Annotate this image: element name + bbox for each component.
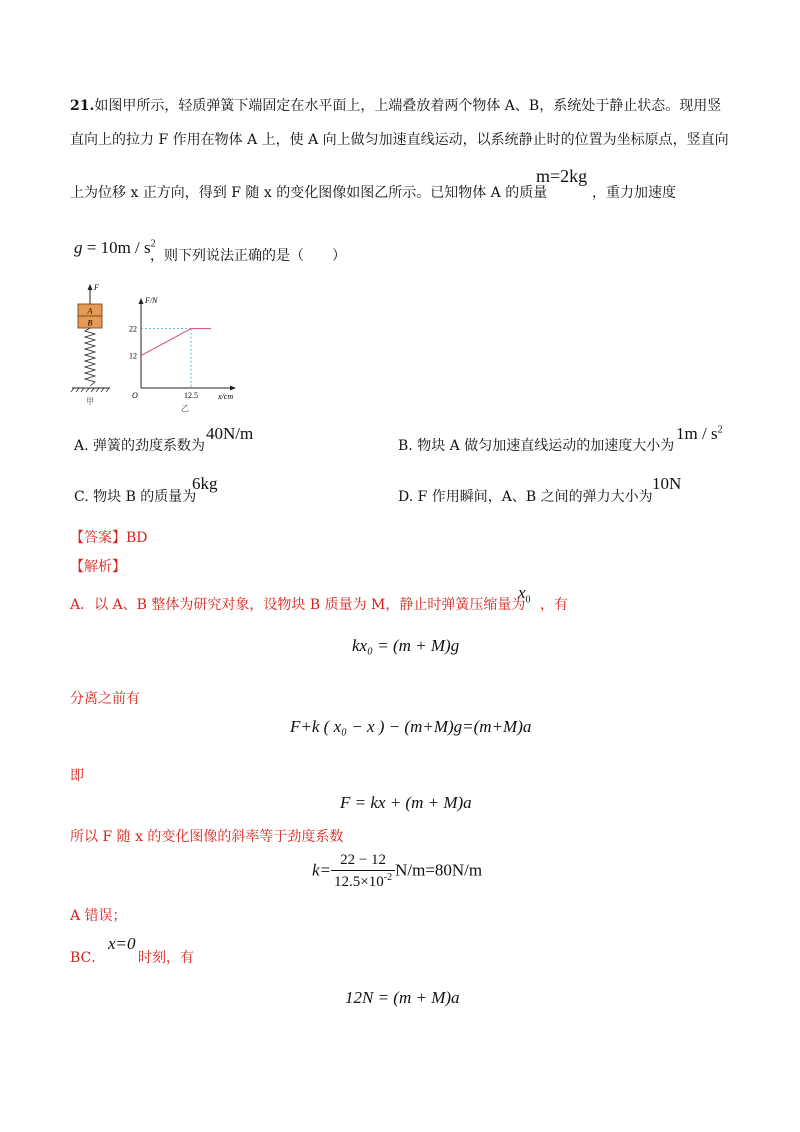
force-arrow-head xyxy=(88,284,93,290)
y-tick-22: 22 xyxy=(129,324,137,334)
f-x-line xyxy=(141,329,211,356)
option-a-value: 40N/m xyxy=(206,424,254,443)
bc-label: BC． xyxy=(70,950,106,966)
x-axis-arrow xyxy=(230,386,236,391)
x-axis-label: x/cm xyxy=(218,392,234,401)
option-b: B. 物块 A 做匀加速直线运动的加速度大小为 xyxy=(398,438,675,454)
slope-text: 所以 F 随 x 的变化图像的斜率等于劲度系数 xyxy=(70,829,344,845)
option-b-value: $1m / s^2$ xyxy=(676,424,723,443)
gravity-exponent: 2 xyxy=(150,238,156,250)
option-d-value: 10N xyxy=(652,474,682,493)
question-line-3: 上为位移 x 正方向，得到 F 随 x 的变化图像如图乙所示。已知物体 A 的质量 xyxy=(70,185,548,201)
bc-text: 时刻，有 xyxy=(138,950,194,966)
y-axis-label: F/N xyxy=(145,296,158,305)
block-b-label: B xyxy=(87,318,93,328)
question-line-4: ，则下列说法正确的是（ ） xyxy=(150,248,346,264)
equation-1: kx₀ = (m + M)g xyxy=(352,636,460,655)
equation-2: F+k ( x₀ − x ) − (m+M)g=(m+M)a xyxy=(290,717,532,736)
mass-expression: m=2kg xyxy=(536,166,588,186)
y-tick-12: 12 xyxy=(129,351,137,361)
x-tick-12-5: 12.5 xyxy=(184,391,198,400)
question-line-2: 直向上的拉力 F 作用在物体 A 上，使 A 向上做匀加速直线运动，以系统静止时的位置为坐标原点，竖直向 xyxy=(70,132,729,148)
equation-3: F = kx + (m + M)a xyxy=(340,793,472,812)
answer-label: 【答案】 xyxy=(70,530,126,546)
option-c-value: 6kg xyxy=(192,474,218,493)
gravity-expression: $g = 10m / s^2$ xyxy=(74,238,156,257)
x0-symbol: $x_0$ xyxy=(518,583,531,606)
question-number: 21. xyxy=(70,98,95,114)
ground-hatch xyxy=(71,388,109,392)
a-wrong-text: A 错误； xyxy=(70,908,127,924)
solution-a-intro-end: ，有 xyxy=(540,597,568,613)
figure-yi-caption: 乙 xyxy=(181,404,189,413)
question-line-1: 21.如图甲所示，轻质弹簧下端固定在水平面上，上端叠放着两个物体 A、B，系统处于静止状态。现用竖 xyxy=(70,98,722,114)
figure-yi xyxy=(120,290,250,415)
figure-jia xyxy=(60,280,120,410)
option-d: D. F 作用瞬间，A、B 之间的弹力大小为 xyxy=(398,489,653,505)
equation-4: k= $\frac{22 - 12}{12.5\times 10^{-2}}$ N/m=80N/m xyxy=(312,852,483,890)
bc-expression: x=0 xyxy=(108,934,136,953)
spring xyxy=(85,328,95,386)
before-separation-text: 分离之前有 xyxy=(70,691,140,707)
block-a-label: A xyxy=(87,306,93,316)
answer-line xyxy=(70,528,148,548)
equation-5: 12N = (m + M)a xyxy=(345,988,460,1007)
equation-4-fraction: $\frac{22 - 12}{12.5\times 10^{-2}}$ xyxy=(331,852,395,891)
solution-a-intro: A．以 A、B 整体为研究对象，设物块 B 质量为 M，静止时弹簧压缩量为 xyxy=(70,597,526,613)
question-line-3-end: ，重力加速度 xyxy=(592,185,676,201)
y-axis-arrow xyxy=(139,298,144,304)
analysis-label: 【解析】 xyxy=(70,559,126,575)
origin-label: O xyxy=(132,391,138,400)
ji-text: 即 xyxy=(70,768,84,784)
force-label: F xyxy=(94,283,99,292)
answer-value: BD xyxy=(126,530,148,546)
option-c: C. 物块 B 的质量为 xyxy=(74,489,197,505)
option-a: A. 弹簧的劲度系数为 xyxy=(74,438,206,454)
figure-jia-caption: 甲 xyxy=(86,397,94,406)
